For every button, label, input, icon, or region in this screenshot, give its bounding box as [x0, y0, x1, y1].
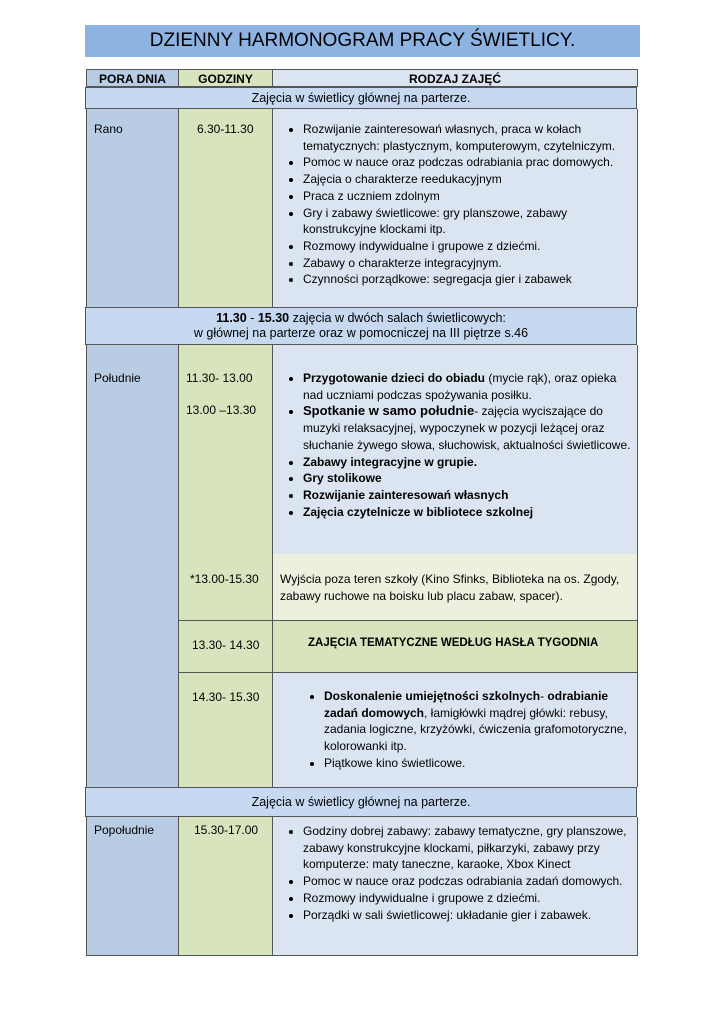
list-item: • Spotkanie w samo południe- zajęcia wyciszające do muzyki relaksacyjnej, wypoczynek w pozycji leżącej oraz słuchanie żywego słowa, słuchowisk, aktualności świetlicowe.	[303, 403, 637, 453]
list-item: • Pomoc w nauce oraz podczas odrabiania zadań domowych.	[303, 873, 637, 890]
list-item: • Porządki w sali świetlicowej: układanie gier i zabawek.	[303, 907, 637, 924]
poludnie-hours-4: 13.30- 14.30	[192, 638, 260, 652]
band2-line1: 11.30 - 15.30 zajęcia w dwóch salach świetlicowych:	[216, 311, 506, 325]
list-item: • Przygotowanie dzieci do obiadu (mycie rąk), oraz opieka nad uczniami podczas spożywania posiłku.	[303, 370, 637, 403]
list-item: • Czynności porządkowe: segregacja gier i zabawek	[303, 271, 637, 288]
header-godziny: GODZINY	[179, 69, 273, 87]
wyjscia-text: Wyjścia poza teren szkoły (Kino Sfinks, Biblioteka na os. Zgody, zabawy ruchowe na boisku lub placu zabaw, spacer).	[280, 572, 620, 603]
rano-label: Rano	[94, 122, 123, 136]
list-item: • Godziny dobrej zabawy: zabawy tematyczne, gry planszowe, zabawy konstrukcyjne klockami, piłkarzyki, zabawy przy komputerze: maty taneczne, karaoke, Xbox Kinect	[303, 823, 637, 873]
section-band-parter-2: Zajęcia w świetlicy głównej na parterze.	[85, 787, 637, 817]
list-item: • Rozmowy indywidualne i grupowe z dziećmi.	[303, 890, 637, 907]
rano-activities-cell	[273, 109, 638, 307]
poludnie-hours-2: 13.00 –13.30	[186, 403, 257, 417]
list-item: • Rozwijanie zainteresowań własnych	[303, 487, 637, 504]
popoludnie-label: Popołudnie	[94, 823, 155, 837]
list-item: • Gry i zabawy świetlicowe: gry planszowe, zabawy konstrukcyjne klockami itp.	[303, 205, 637, 238]
poludnie-list	[273, 345, 637, 520]
popoludnie-activities-cell	[273, 817, 638, 956]
list-item: • Praca z uczniem zdolnym	[303, 188, 637, 205]
poludnie-hours-cell	[179, 345, 273, 787]
list-item: • Gry stolikowe	[303, 470, 637, 487]
poludnie-hours-5: 14.30- 15.30	[192, 690, 260, 704]
band2-line2: w głównej na parterze oraz w pomocniczej na III piętrze s.46	[193, 326, 529, 340]
header-pora-dnia: PORA DNIA	[86, 69, 179, 87]
wyjscia-cell	[273, 554, 638, 620]
tematyczne-cell	[273, 621, 638, 672]
rano-hours: 6.30-11.30	[197, 122, 254, 136]
doskonalenie-list	[273, 673, 637, 772]
popoludnie-hours-cell	[179, 817, 273, 956]
poludnie-label: Południe	[94, 371, 141, 385]
rano-hours-cell	[179, 109, 273, 307]
popoludnie-label-cell	[86, 817, 179, 956]
list-item: • Zajęcia o charakterze reedukacyjnym	[303, 171, 637, 188]
list-item: • Doskonalenie umiejętności szkolnych- odrabianie zadań domowych, łamigłówki mądrej główki: rebusy, zadania logiczne, krzyżówki, ćwiczenia grafomotoryczne, kolorowanki itp.	[324, 688, 637, 755]
section-band-parter: Zajęcia w świetlicy głównej na parterze.	[85, 87, 637, 109]
poludnie-activities-cell	[273, 345, 638, 554]
rano-label-cell	[86, 109, 179, 307]
list-item: • Rozwijanie zainteresowań własnych, praca w kołach tematycznych: plastycznym, komputerowym, czytelniczym.	[303, 121, 637, 154]
popoludnie-list	[273, 817, 637, 923]
list-item: • Piątkowe kino świetlicowe.	[324, 755, 637, 772]
list-item: • Zabawy o charakterze integracyjnym.	[303, 255, 637, 272]
poludnie-label-cell	[86, 345, 179, 787]
popoludnie-hours: 15.30-17.00	[194, 823, 259, 837]
list-item: • Zabawy integracyjne w grupie.	[303, 454, 637, 471]
poludnie-hours-3: *13.00-15.30	[190, 572, 259, 586]
doskonalenie-cell	[273, 673, 638, 787]
list-item: • Pomoc w nauce oraz podczas odrabiania prac domowych.	[303, 154, 637, 171]
poludnie-hours-1: 11.30- 13.00	[186, 371, 253, 385]
section-band-dwie-sale	[85, 307, 637, 345]
rano-list	[273, 109, 637, 288]
header-rodzaj-zajec: RODZAJ ZAJĘĆ	[273, 69, 638, 87]
tematyczne-text: ZAJĘCIA TEMATYCZNE WEDŁUG HASŁA TYGODNIA	[308, 637, 599, 649]
list-item: • Rozmowy indywidualne i grupowe z dziećmi.	[303, 238, 637, 255]
list-item: • Zajęcia czytelnicze w bibliotece szkolnej	[303, 504, 637, 521]
page-title: DZIENNY HARMONOGRAM PRACY ŚWIETLICY.	[85, 25, 640, 57]
